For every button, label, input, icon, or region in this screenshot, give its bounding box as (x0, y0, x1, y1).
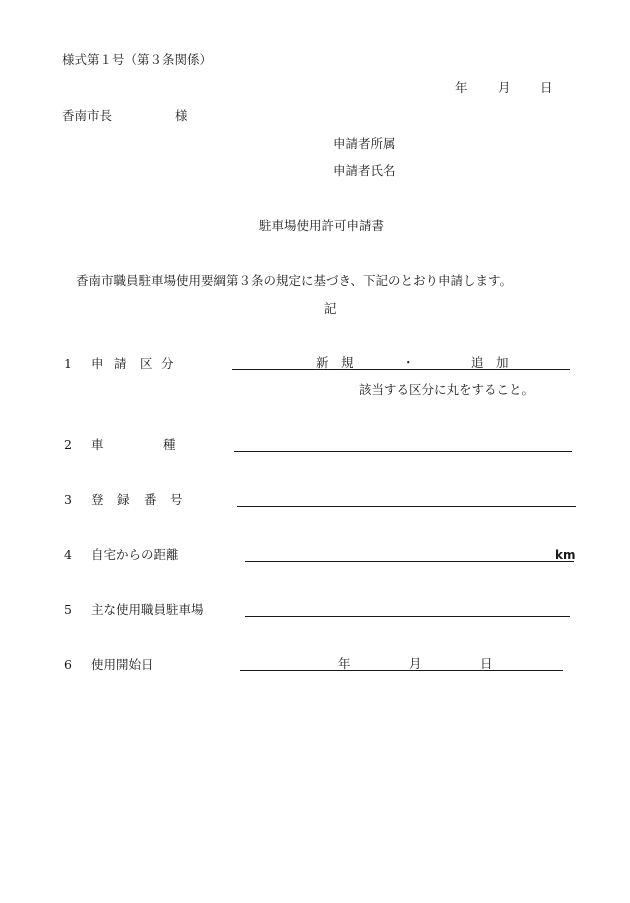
item6-underline (240, 670, 563, 671)
item3-label-char-2: 録 (117, 492, 130, 507)
item3-label-char-4: 号 (170, 492, 183, 507)
item5-underline (245, 616, 570, 617)
start-date-month-label: 月 (409, 656, 422, 671)
applicant-name-label: 申請者氏名 (333, 163, 396, 178)
start-date-year-label: 年 (338, 656, 351, 671)
item2-label-char-1: 車 (91, 437, 104, 452)
date-day-label: 日 (540, 80, 553, 95)
date-year-label: 年 (455, 80, 468, 95)
item1-label-char-4: 分 (161, 356, 174, 371)
item3-label-char-3: 番 (144, 492, 157, 507)
item3-number: 3 (64, 492, 72, 507)
addressee-name: 香南市長 (62, 108, 113, 123)
option-new: 新 規 (316, 355, 354, 370)
item5-label: 主な使用職員駐車場 (91, 602, 204, 617)
item2-label-char-2: 種 (163, 437, 176, 452)
ki-label: 記 (324, 301, 337, 316)
item1-label-char-3: 区 (140, 356, 153, 371)
item6-number: 6 (64, 657, 72, 672)
item4-number: 4 (64, 547, 72, 562)
item5-number: 5 (64, 602, 72, 617)
item1-note: 該当する区分に丸をすること。 (359, 382, 535, 397)
item6-label: 使用開始日 (91, 657, 154, 672)
option-separator: ・ (402, 355, 415, 370)
addressee-honorific: 様 (175, 108, 188, 123)
item4-label: 自宅からの距離 (91, 547, 179, 562)
distance-unit-km: km (555, 548, 576, 562)
document-title: 駐車場使用許可申請書 (259, 218, 385, 233)
item1-label-char-1: 申 (91, 356, 104, 371)
applicant-affiliation-label: 申請者所属 (333, 136, 396, 151)
item2-number: 2 (64, 437, 72, 452)
item2-underline (234, 451, 572, 452)
form-number-label: 様式第１号（第３条関係） (62, 52, 213, 67)
start-date-day-label: 日 (480, 656, 493, 671)
item1-label-char-2: 請 (114, 356, 127, 371)
item4-underline (245, 561, 574, 562)
item3-underline (237, 506, 576, 507)
item3-label-char-1: 登 (91, 492, 104, 507)
item1-underline (232, 369, 570, 370)
intro-text: 香南市職員駐車場使用要綱第３条の規定に基づき、下記のとおり申請します。 (76, 273, 513, 288)
item1-number: 1 (64, 356, 72, 371)
option-add: 追 加 (471, 355, 509, 370)
date-month-label: 月 (498, 80, 511, 95)
